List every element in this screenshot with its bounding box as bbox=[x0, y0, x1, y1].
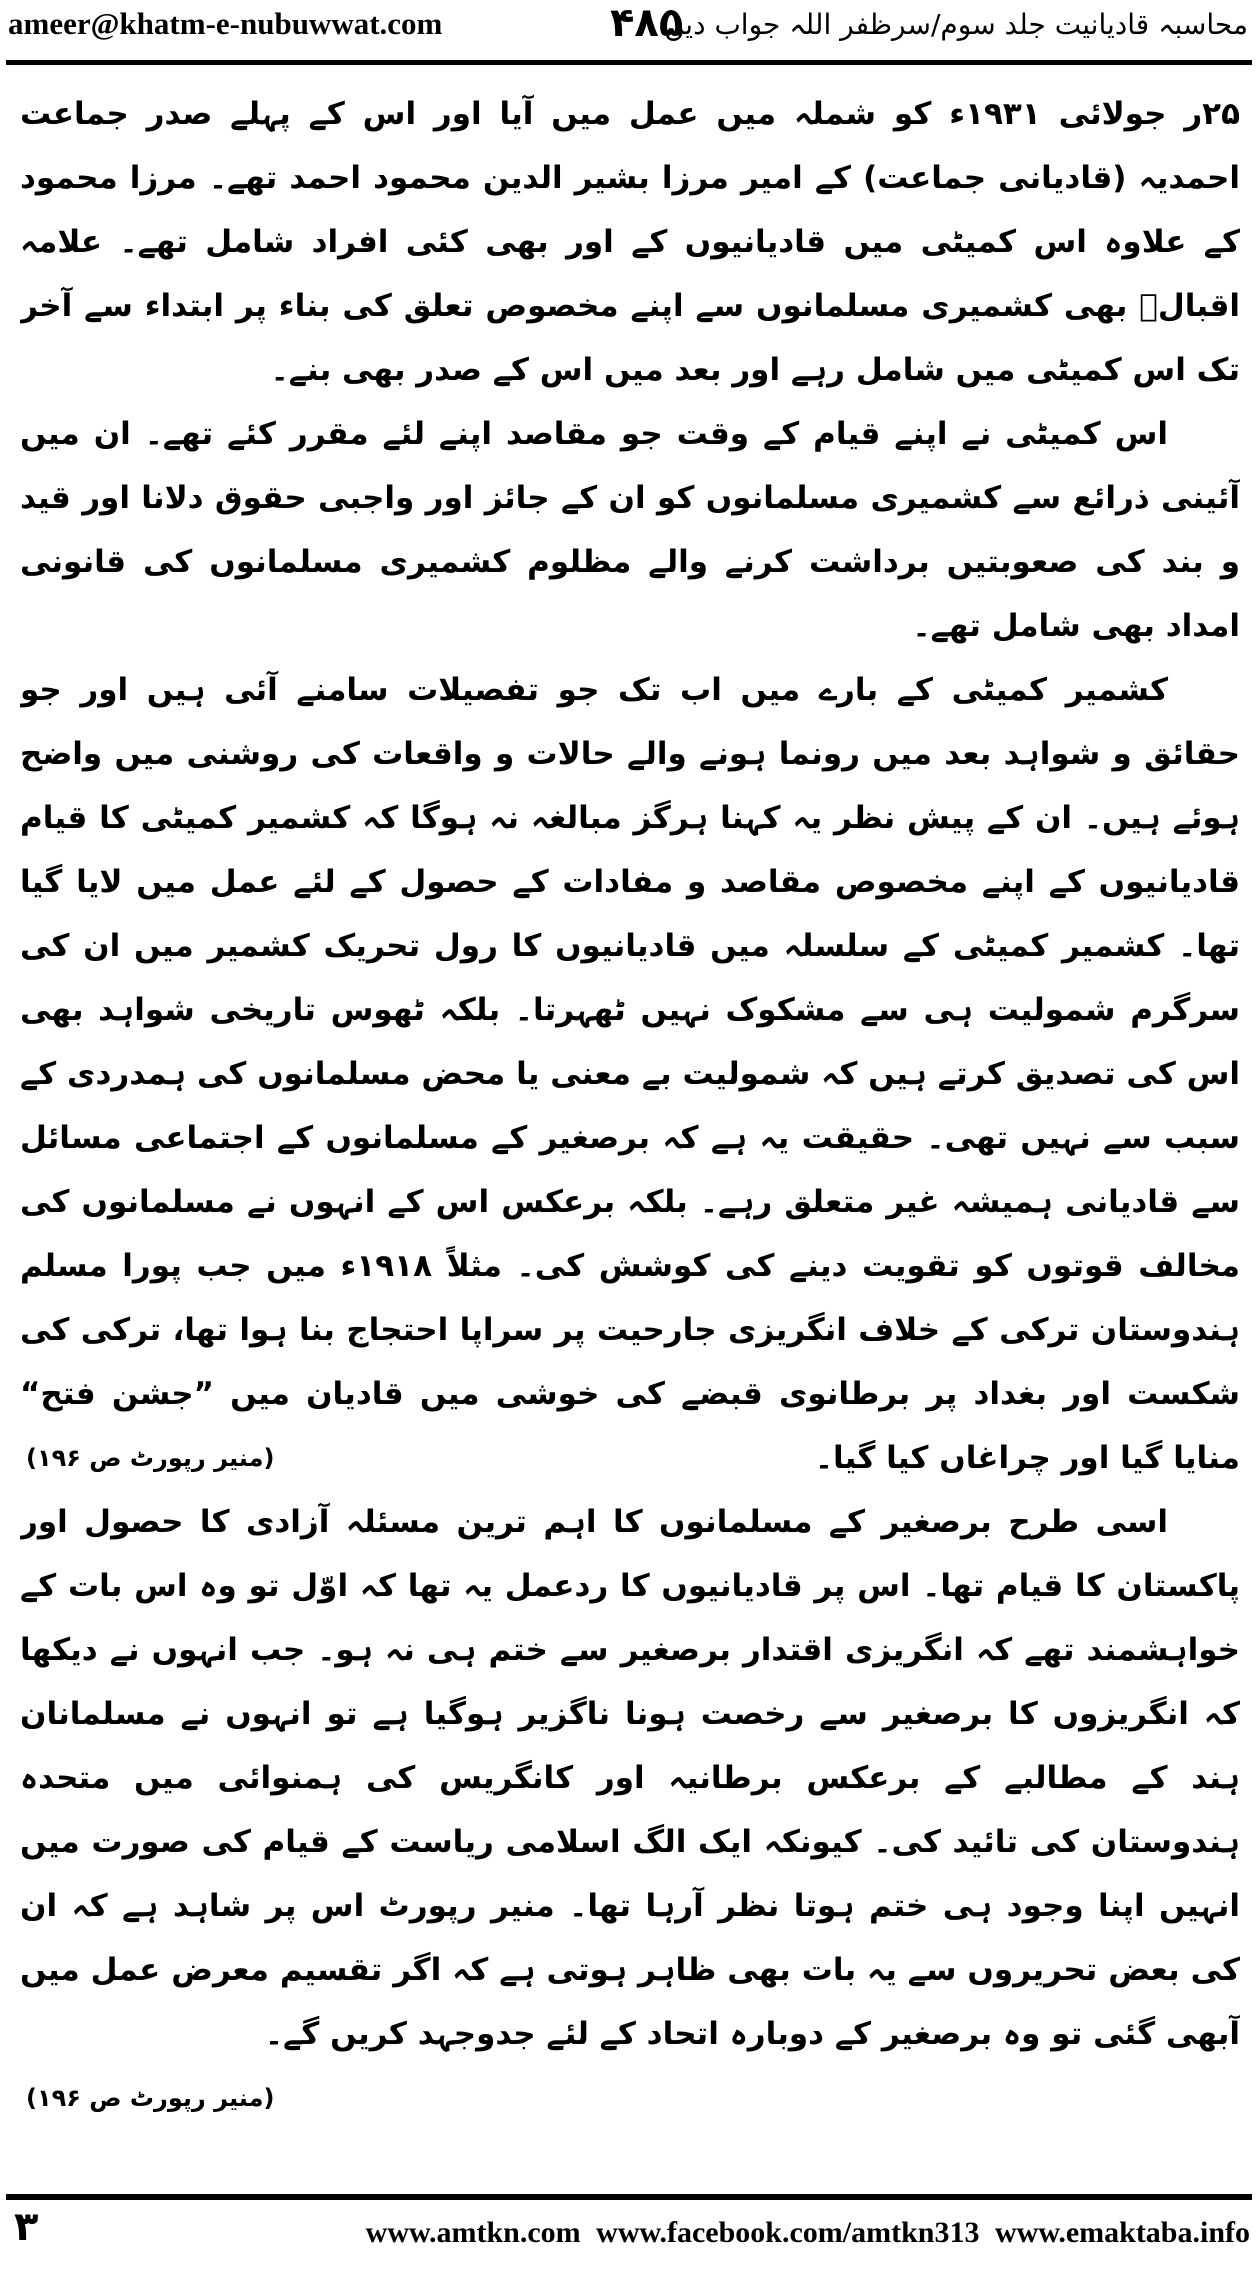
footer-link[interactable]: www.amtkn.com bbox=[365, 2216, 581, 2249]
page-body bbox=[20, 82, 1240, 2172]
paragraph-text: کشمیر کمیٹی کے بارے میں اب تک جو تفصیلات سامنے آئی ہیں اور جو حقائق و شواہد بعد میں رونما ہونے والے حالات و واقعات کی روشنی میں واضح ہوئے ہیں۔ ان کے پیش نظر یہ کہنا ہرگز مبالغہ نہ ہوگا کہ کشمیر کمیٹی کا قیام قادیانیوں کے اپنے مخصوص مقاصد و مفادات کے حصول کے لئے عمل میں لایا گیا تھا۔ کشمیر کمیٹی کے سلسلہ میں قادیانیوں کا رول تحریک کشمیر میں ان کی سرگرم شمولیت ہی سے مشکوک نہیں ٹھہرتا۔ بلکہ ٹھوس تاریخی شواہد بھی اس کی تصدیق کرتے ہیں کہ شمولیت بے معنی یا محض مسلمانوں کی ہمدردی کے سبب سے نہیں تھی۔ حقیقت یہ ہے کہ برصغیر کے مسلمانوں کے اجتماعی مسائل سے قادیانی ہمیشہ غیر متعلق رہے۔ بلکہ برعکس اس کے انہوں نے مسلمانوں کی مخالف قوتوں کو تقویت دینے کی کوشش کی۔ مثلاً ۱۹۱۸ء میں جب پورا مسلم ہندوستان ترکی کے خلاف انگریزی جارحیت پر سراپا احتجاج بنا ہوا تھا، ترکی کی شکست اور بغداد پر برطانوی قبضے کی خوشی میں قادیان میں ”جشن فتح“ منایا گیا اور چراغاں کیا گیا۔ bbox=[20, 672, 1240, 1476]
header-divider bbox=[6, 60, 1252, 65]
header-email: ameer@khatm-e-nubuwwat.com bbox=[8, 6, 443, 41]
paragraph-text: ۲۵ر جولائی ۱۹۳۱ء کو شملہ میں عمل میں آیا اور اس کے پہلے صدر جماعت احمدیہ (قادیانی جماعت) کے امیر مرزا بشیر الدین محمود احمد تھے۔ مرزا محمود کے علاوہ اس کمیٹی میں قادیانیوں کے اور بھی کئی افراد شامل تھے۔ علامہ اقبالؒ بھی کشمیری مسلمانوں سے اپنے مخصوص تعلق کی بناء پر ابتداء سے آخر تک اس کمیٹی میں شامل رہے اور بعد میں اس کے صدر بھی بنے۔ bbox=[20, 96, 1240, 388]
paragraph-text: اس کمیٹی نے اپنے قیام کے وقت جو مقاصد اپنے لئے مقرر کئے تھے۔ ان میں آئینی ذرائع سے کشمیری مسلمانوں کو ان کے جائز اور واجبی حقوق دلانا اور قید و بند کی صعوبتیں برداشت کرنے والے مظلوم کشمیری مسلمانوں کی قانونی امداد بھی شامل تھے۔ bbox=[20, 416, 1240, 644]
paragraph-1 bbox=[20, 82, 1240, 402]
page-footer bbox=[0, 2188, 1258, 2279]
paragraph-4 bbox=[20, 1490, 1240, 2112]
paragraph-2 bbox=[20, 402, 1240, 658]
footer-link[interactable]: www.emaktaba.info bbox=[994, 2216, 1250, 2249]
paragraph-text: اسی طرح برصغیر کے مسلمانوں کا اہم ترین مسئلہ آزادی کا حصول اور پاکستان کا قیام تھا۔ اس پر قادیانیوں کا ردعمل یہ تھا کہ اوّل تو وہ اس بات کے خواہشمند تھے کہ انگریزی اقتدار برصغیر سے ختم ہی نہ ہو۔ جب انہوں نے دیکھا کہ انگریزوں کا برصغیر سے رخصت ہونا ناگزیر ہوگیا ہے تو انہوں نے مسلمانان ہند کے مطالبے کے برعکس برطانیہ اور کانگریس کی ہمنوائی میں متحدہ ہندوستان کی تائید کی۔ کیونکہ ایک الگ اسلامی ریاست کے قیام کی صورت میں انہیں اپنا وجود ہی ختم ہوتا نظر آرہا تھا۔ منیر رپورٹ اس پر شاہد ہے کہ ان کی بعض تحریروں سے یہ بات بھی ظاہر ہوتی ہے کہ اگر تقسیم معرض عمل میں آبھی گئی تو وہ برصغیر کے دوبارہ اتحاد کے لئے جدوجہد کریں گے۔ bbox=[20, 1504, 1240, 2052]
page-header bbox=[0, 0, 1258, 62]
footer-links bbox=[358, 2216, 1250, 2250]
paragraph-3 bbox=[20, 658, 1240, 1490]
book-title: محاسبہ قادیانیت جلد سوم/سرظفر اللہ جواب دیں bbox=[663, 8, 1248, 41]
footer-divider bbox=[6, 2194, 1252, 2200]
footer-page-marker: ۳ bbox=[14, 2204, 39, 2250]
citation-munir-report: (منیر رپورٹ ص ۱۹۶) bbox=[26, 2084, 275, 2112]
page-number: ۴۸۵ bbox=[610, 0, 684, 46]
footer-link[interactable]: www.facebook.com/amtkn313 bbox=[596, 2216, 980, 2249]
citation-munir-report: (منیر رپورٹ ص ۱۹۶) bbox=[26, 1444, 275, 1472]
